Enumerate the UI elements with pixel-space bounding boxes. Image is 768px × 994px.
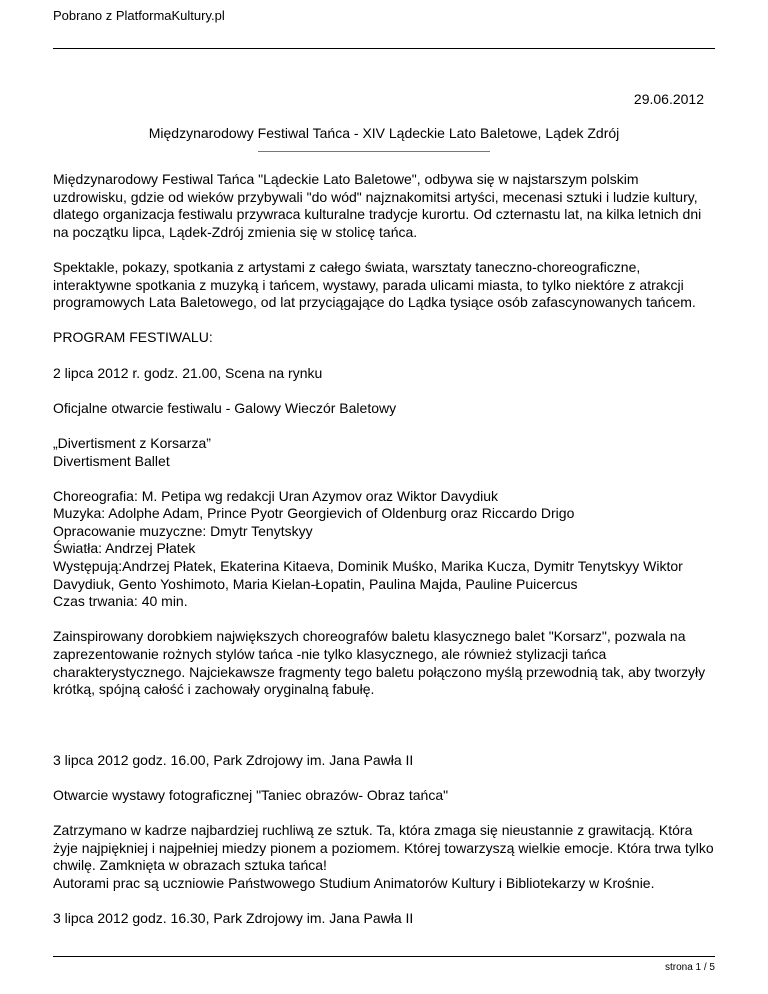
event1-description: Zainspirowany dorobkiem największych choreografów baletu klasycznego balet "Korsarz", pozwala na zaprezentowanie rożnych stylów tańca -nie tylko klasycznego, ale również stylizacji tańca charakterystycznego. Najciekawsze fragmenty tego baletu połączono myślą przewodnią tak, aby tworzyły krótką, spójną całość i zachowały oryginalną fabułę. (53, 628, 706, 698)
header-source: Pobrano z PlatformaKultury.pl (53, 8, 225, 23)
event2-authors: Autorami prac są uczniowie Państwowego Studium Animatorów Kultury i Bibliotekarzy w Krośnie. (53, 874, 655, 891)
article-body (53, 171, 715, 945)
event1-credits (53, 488, 715, 611)
event1-cast: Występują:Andrzej Płatek, Ekaterina Kitaeva, Dominik Muśko, Marika Kucza, Dymitr Tenytskyy Wiktor Davydiuk, Gento Yoshimoto, Maria Kielan-Łopatin, Paulina Majda, Pauline Puicercus (53, 558, 683, 592)
header-divider (53, 48, 715, 49)
event1-arrangement: Opracowanie muzyczne: Dmytr Tenytskyy (53, 522, 313, 539)
event1-choreography: Choreografia: M. Petipa wg redakcji Uran Azymov oraz Wiktor Davydiuk (53, 487, 499, 504)
page-number: strona 1 / 5 (664, 962, 715, 973)
event1-when: 2 lipca 2012 r. godz. 21.00, Scena na rynku (53, 364, 323, 381)
event1-duration: Czas trwania: 40 min. (53, 593, 188, 610)
event1-company: Divertisment Ballet (53, 452, 170, 469)
event3-when: 3 lipca 2012 godz. 16.30, Park Zdrojowy im. Jana Pawła II (53, 910, 414, 927)
event1-show: „Divertisment z Korsarza” (53, 434, 211, 451)
program-heading: PROGRAM FESTIWALU: (53, 329, 213, 346)
footer-divider (53, 956, 715, 957)
event1-show-block (53, 435, 715, 470)
title-underline (258, 151, 490, 152)
event1-title: Oficjalne otwarcie festiwalu - Galowy Wieczór Baletowy (53, 399, 397, 416)
paragraph-intro: Międzynarodowy Festiwal Tańca "Lądeckie Lato Baletowe", odbywa się w najstarszym polskim uzdrowisku, gdzie od wieków przybywali "do wód" najznakomitsi artyści, mecenasi sztuki i ludzie kultury, dlatego organizacja festiwalu przywraca kulturalne tradycje kurortu. Od czternastu lat, na kilka letnich dni na początku lipca, Lądek-Zdrój zmienia się w stolicę tańca. (53, 171, 702, 240)
paragraph-attractions: Spektakle, pokazy, spotkania z artystami z całego świata, warsztaty taneczno-choreograficzne, interaktywne spotkania z muzyką i tańcem, wystawy, parada ulicami miasta, to tylko niektóre z atrakcji programowych Lata Baletowego, od lat przyciągające do Lądka tysiące osób zafascynowanych tańcem. (53, 258, 696, 311)
event2-title: Otwarcie wystawy fotograficznej "Taniec obrazów- Obraz tańca" (53, 787, 449, 803)
event2-block (53, 822, 715, 892)
document-date: 29.06.2012 (633, 91, 704, 107)
document-title: Międzynarodowy Festiwal Tańca - XIV Lądeckie Lato Baletowe, Lądek Zdrój (148, 125, 620, 141)
event2-description: Zatrzymano w kadrze najbardziej ruchliwą ze sztuk. Ta, która zmaga się nieustannie z grawitacją. Która żyje najpiękniej i najpełniej miedzy pionem a poziomem. Której towarzyszą wielkie emocje. Która trwa tylko chwilę. Zamknięta w obrazach sztuka tańca! (53, 822, 714, 874)
event2-when: 3 lipca 2012 godz. 16.00, Park Zdrojowy im. Jana Pawła II (53, 751, 414, 768)
event1-music: Muzyka: Adolphe Adam, Prince Pyotr Georgievich of Oldenburg oraz Riccardo Drigo (53, 505, 575, 522)
event1-lights: Światła: Andrzej Płatek (53, 540, 196, 557)
